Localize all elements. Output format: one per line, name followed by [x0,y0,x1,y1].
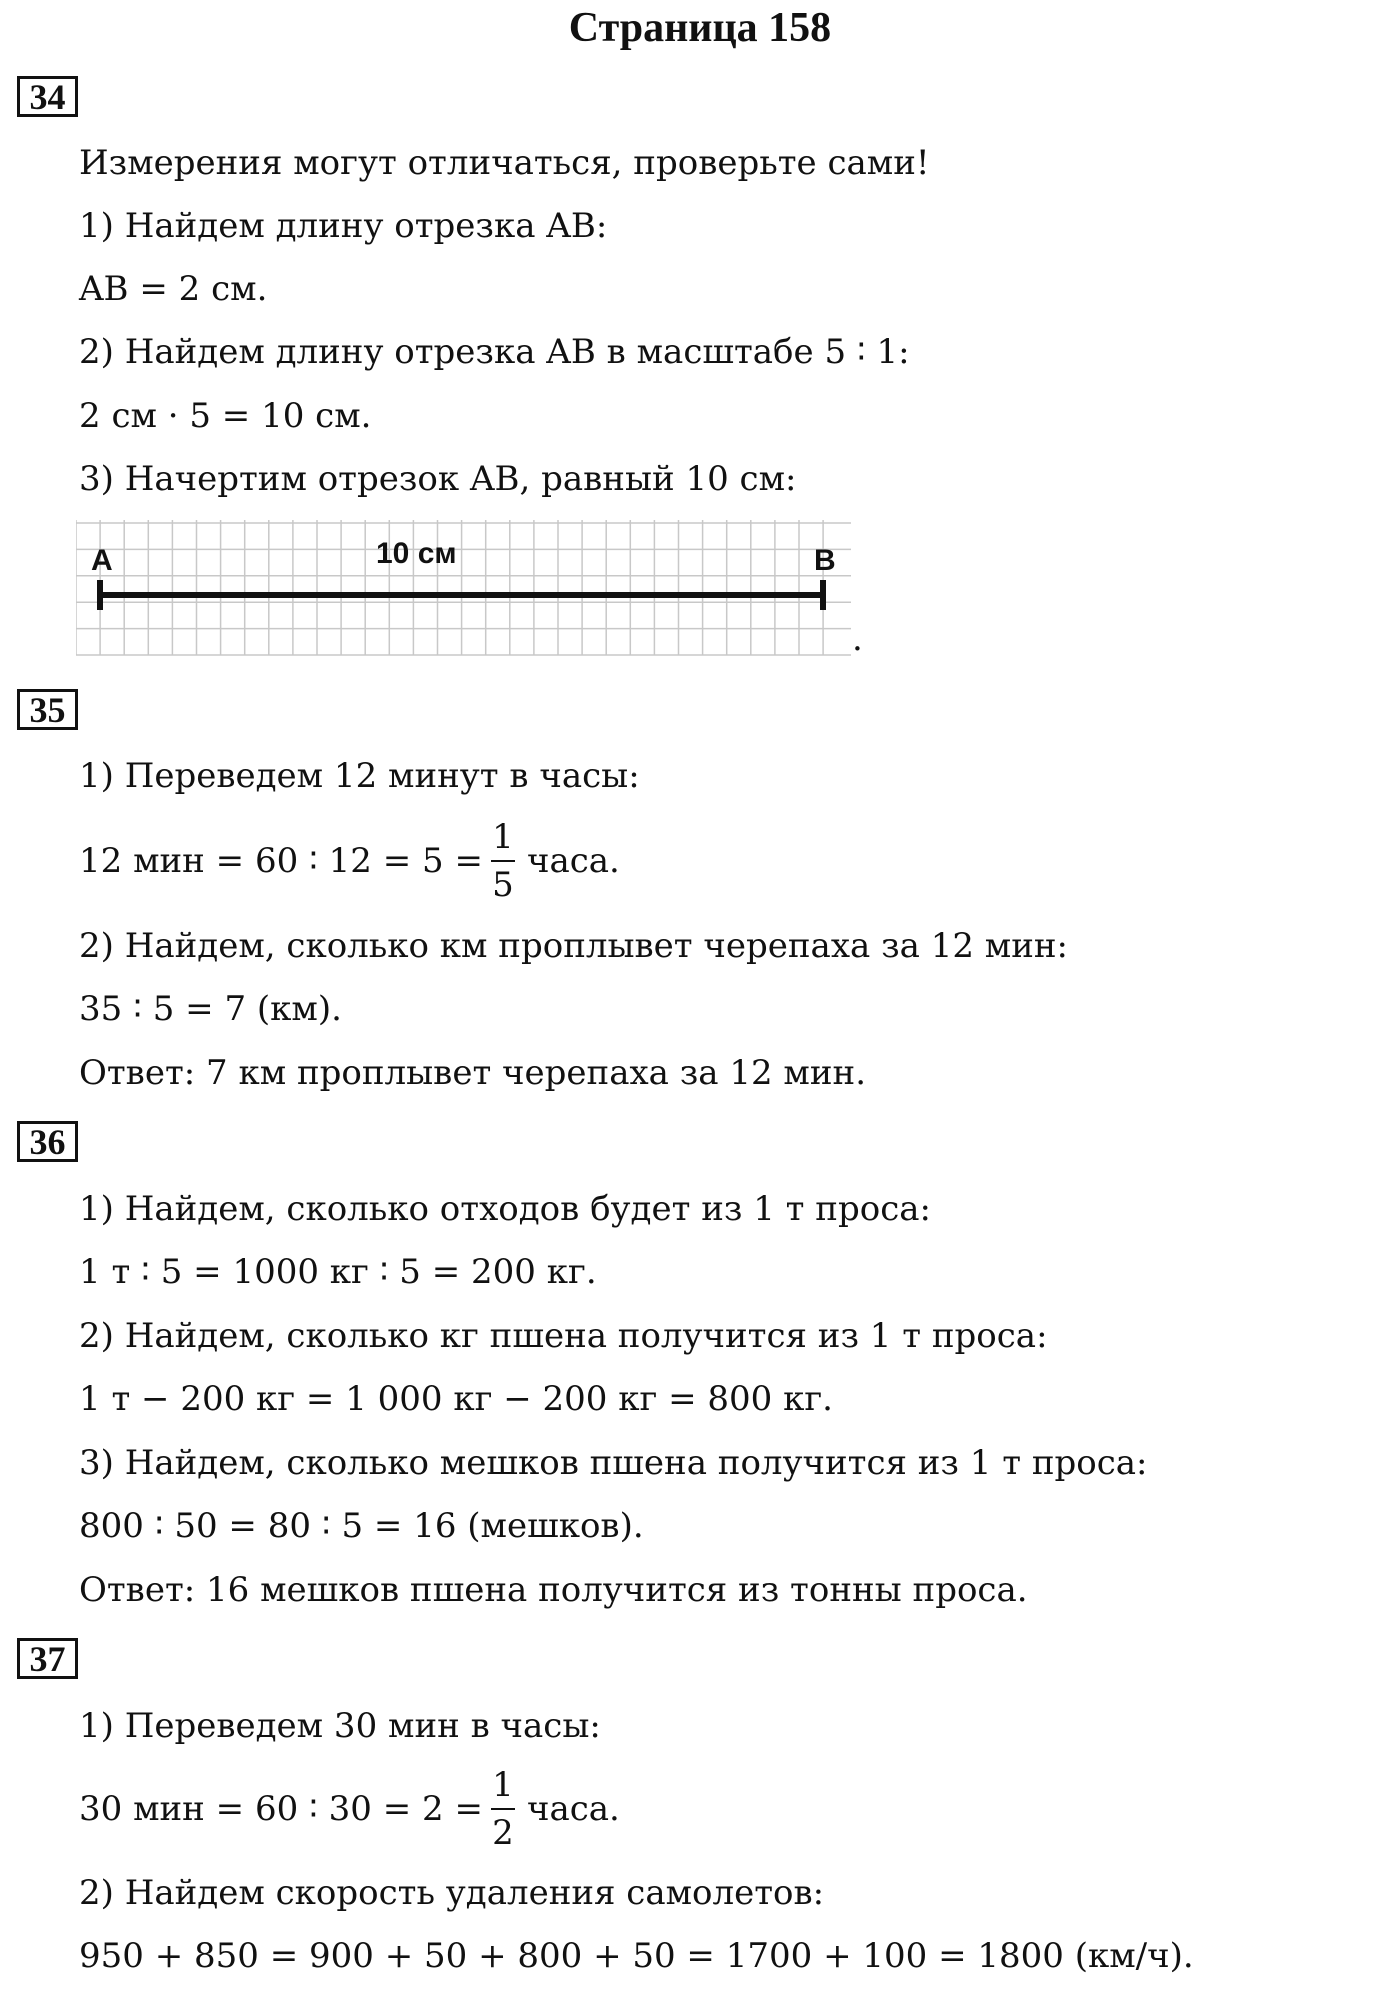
task37-line-3: 2) Найдем скорость удаления самолетов: [79,1873,825,1913]
segment-length-label: 10 см [376,537,457,570]
task35-expression: 12 мин = 60 ∶ 12 = 5 = [79,841,483,881]
task34-line-1: Измерения могут отличаться, проверьте сами! [79,143,930,183]
task35-unit: часа. [526,841,620,881]
grid-lines [76,520,851,655]
fraction-denominator: 2 [492,1813,514,1853]
task-number-36: 36 [17,1121,78,1162]
task35-answer: Ответ: 7 км проплывет черепаха за 12 мин. [79,1053,866,1093]
task36-answer: Ответ: 16 мешков пшена получится из тонны проса. [79,1570,1028,1610]
task37-line-4: 950 + 850 = 900 + 50 + 800 + 50 = 1700 + 100 = 1800 (км/ч). [79,1936,1194,1976]
task35-fraction-line [79,814,620,908]
point-label-a: A [91,544,113,577]
task-number-37: 37 [17,1638,78,1679]
task36-line-3: 2) Найдем, сколько кг пшена получится из 1 т проса: [79,1316,1048,1356]
fraction-numerator: 1 [492,1765,514,1805]
task-number-34: 34 [17,76,78,117]
fraction-denominator: 5 [492,865,514,905]
fraction-one-half [491,1762,515,1856]
task34-line-6: 3) Начертим отрезок AB, равный 10 см: [79,459,797,499]
task34-line-2: 1) Найдем длину отрезка AB: [79,206,608,246]
segment-diagram [76,520,876,660]
task36-line-5: 3) Найдем, сколько мешков пшена получится из 1 т проса: [79,1443,1148,1483]
task34-line-5: 2 см · 5 = 10 см. [79,396,372,436]
task34-line-3: AB = 2 см. [79,269,268,309]
task37-expression: 30 мин = 60 ∶ 30 = 2 = [79,1789,483,1829]
fraction-one-fifth [491,814,515,908]
page-title: Страница 158 [568,5,832,51]
fraction-numerator: 1 [492,817,514,857]
task37-fraction-line [79,1762,620,1856]
task36-line-4: 1 т − 200 кг = 1 000 кг − 200 кг = 800 кг. [79,1379,833,1419]
trailing-period: . [852,619,863,659]
task36-line-6: 800 ∶ 50 = 80 ∶ 5 = 16 (мешков). [79,1506,644,1546]
point-label-b: B [814,544,836,577]
task35-line-4: 35 ∶ 5 = 7 (км). [79,989,342,1029]
task-number-35: 35 [17,689,78,730]
task34-line-4: 2) Найдем длину отрезка AB в масштабе 5 ∶ 1: [79,332,910,372]
task36-line-1: 1) Найдем, сколько отходов будет из 1 т проса: [79,1189,931,1229]
task35-line-1: 1) Переведем 12 минут в часы: [79,756,640,796]
task37-unit: часа. [526,1789,620,1829]
task36-line-2: 1 т ∶ 5 = 1000 кг ∶ 5 = 200 кг. [79,1252,597,1292]
task37-line-1: 1) Переведем 30 мин в часы: [79,1706,601,1746]
task35-line-3: 2) Найдем, сколько км проплывет черепаха за 12 мин: [79,926,1068,966]
